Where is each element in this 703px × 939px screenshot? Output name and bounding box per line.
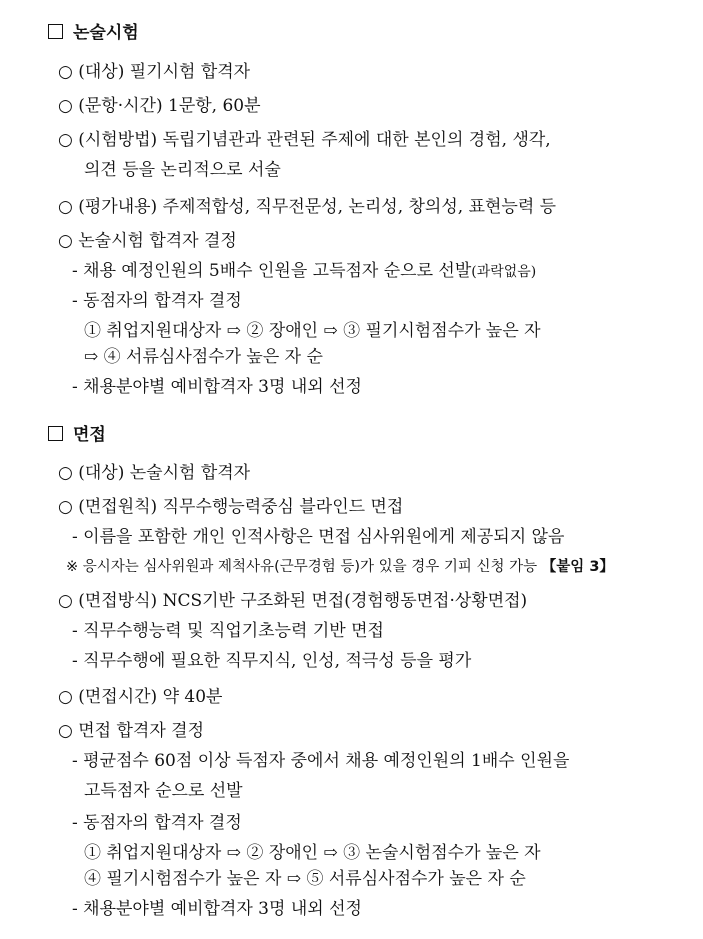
sub-item-continuation: 고득점자 순으로 선발 xyxy=(84,781,243,801)
list-item: ○ (면접방식) NCS기반 구조화된 면접(경험행동면접·상황면접) xyxy=(58,591,528,611)
sub-item: - 이름을 포함한 개인 인적사항은 면접 심사위원에게 제공되지 않음 xyxy=(72,527,565,547)
section-title: 논술시험 xyxy=(73,23,139,43)
priority-order-line: ⇨ ④ 서류심사점수가 높은 자 순 xyxy=(84,347,323,367)
list-item-continuation: 의견 등을 논리적으로 서술 xyxy=(84,160,281,180)
sub-item: - 직무수행능력 및 직업기초능력 기반 면접 xyxy=(72,621,384,641)
list-item: ○ (면접원칙) 직무수행능력중심 블라인드 면접 xyxy=(58,497,404,517)
sub-item: - 채용분야별 예비합격자 3명 내외 선정 xyxy=(72,377,362,397)
sub-item: - 직무수행에 필요한 직무지식, 인성, 적극성 등을 평가 xyxy=(72,651,472,671)
sub-item: - 채용분야별 예비합격자 3명 내외 선정 xyxy=(72,899,362,919)
priority-order-line: ① 취업지원대상자 ⇨ ② 장애인 ⇨ ③ 필기시험점수가 높은 자 xyxy=(84,321,541,341)
list-item: ○ (대상) 필기시험 합격자 xyxy=(58,62,251,82)
priority-order-line: ① 취업지원대상자 ⇨ ② 장애인 ⇨ ③ 논술시험점수가 높은 자 xyxy=(84,843,541,863)
section-title: 면접 xyxy=(73,425,106,445)
list-item: ○ (대상) 논술시험 합격자 xyxy=(58,463,251,483)
sub-item-text: - 채용 예정인원의 5배수 인원을 고득점자 순으로 선발 xyxy=(72,261,472,281)
priority-order-line: ④ 필기시험점수가 높은 자 ⇨ ⑤ 서류심사점수가 높은 자 순 xyxy=(84,869,526,889)
section-heading-interview xyxy=(48,424,106,446)
sub-item: - 동점자의 합격자 결정 xyxy=(72,291,242,311)
list-item: ○ (면접시간) 약 40분 xyxy=(58,687,223,707)
sub-item: - 동점자의 합격자 결정 xyxy=(72,813,242,833)
list-item: ○ (평가내용) 주제적합성, 직무전문성, 논리성, 창의성, 표현능력 등 xyxy=(58,197,557,217)
sub-item: - 평균점수 60점 이상 득점자 중에서 채용 예정인원의 1배수 인원을 xyxy=(72,751,570,771)
sub-item xyxy=(72,260,536,283)
sub-item-note: (과락없음) xyxy=(471,264,537,280)
list-item: ○ (문항·시간) 1문항, 60분 xyxy=(58,96,261,116)
note-item xyxy=(66,556,614,578)
attachment-ref: 【붙임 3】 xyxy=(541,559,614,575)
checkbox-square-icon xyxy=(48,426,63,441)
checkbox-square-icon xyxy=(48,24,63,39)
list-item: ○ 면접 합격자 결정 xyxy=(58,721,204,741)
section-heading-essay xyxy=(48,22,139,44)
note-text: ※ 응시자는 심사위원과 제척사유(근무경험 등)가 있을 경우 기피 신청 가능 xyxy=(66,559,538,575)
list-item: ○ 논술시험 합격자 결정 xyxy=(58,231,237,251)
list-item: ○ (시험방법) 독립기념관과 관련된 주제에 대한 본인의 경험, 생각, xyxy=(58,130,551,150)
